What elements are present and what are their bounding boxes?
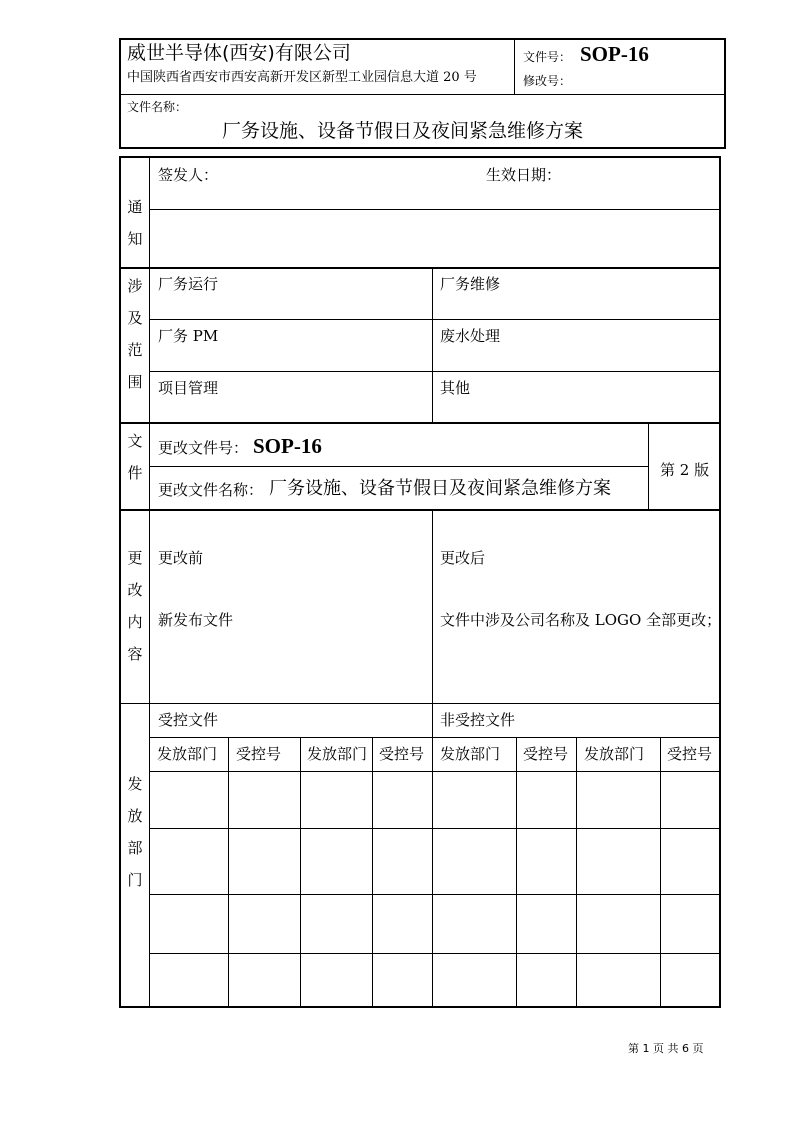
change-side-label: 更 改 内 容 <box>127 549 143 663</box>
scope-item-wastewater: 废水处理 <box>440 327 501 345</box>
scope-item-pm: 厂务 PM <box>158 327 219 345</box>
scope-item-maintenance: 厂务维修 <box>440 275 501 293</box>
col-header-ctrl-4: 受控号 <box>667 745 713 763</box>
revision-label: 修改号： <box>523 74 572 88</box>
col-header-dept-3: 发放部门 <box>440 745 501 763</box>
file-side-label: 文 件 <box>127 432 143 482</box>
signer-label: 签发人： <box>158 166 219 184</box>
company-address: 中国陕西省西安市西安高新开发区新型工业园信息大道 20 号 <box>127 70 477 85</box>
page-number: 第 1 页 共 6 页 <box>628 1042 704 1055</box>
col-header-ctrl-2: 受控号 <box>379 745 425 763</box>
change-name: 厂务设施、设备节假日及夜间紧急维修方案 <box>269 478 611 499</box>
scope-item-other: 其他 <box>440 379 471 397</box>
doc-name-title: 厂务设施、设备节假日及夜间紧急维修方案 <box>222 120 584 142</box>
col-header-dept-4: 发放部门 <box>584 745 645 763</box>
change-before-text: 新发布文件 <box>158 611 234 629</box>
change-name-label: 更改文件名称： <box>158 481 264 499</box>
doc-no-label: 文件号： <box>523 50 572 64</box>
change-after-text: 文件中涉及公司名称及 LOGO 全部更改； <box>440 611 722 629</box>
distribution-side-label: 发 放 部 门 <box>127 775 143 889</box>
col-header-dept-1: 发放部门 <box>157 745 218 763</box>
uncontrolled-docs-label: 非受控文件 <box>440 711 516 729</box>
notice-side-label: 通 知 <box>127 198 143 248</box>
col-header-dept-2: 发放部门 <box>307 745 368 763</box>
change-after-label: 更改后 <box>440 549 486 567</box>
doc-name-label: 文件名称： <box>127 100 188 114</box>
scope-item-operation: 厂务运行 <box>158 275 219 293</box>
scope-item-project: 项目管理 <box>158 379 219 397</box>
scope-side-label: 涉 及 范 围 <box>127 277 143 391</box>
change-no: SOP-16 <box>253 434 322 458</box>
version-label: 第 2 版 <box>660 461 710 479</box>
col-header-ctrl-3: 受控号 <box>523 745 569 763</box>
col-header-ctrl-1: 受控号 <box>236 745 282 763</box>
effective-date-label: 生效日期： <box>486 166 562 184</box>
change-no-label: 更改文件号： <box>158 439 249 457</box>
change-before-label: 更改前 <box>158 549 204 567</box>
controlled-docs-label: 受控文件 <box>158 711 219 729</box>
company-name: 威世半导体(西安)有限公司 <box>127 42 351 64</box>
doc-no: SOP-16 <box>580 42 649 66</box>
